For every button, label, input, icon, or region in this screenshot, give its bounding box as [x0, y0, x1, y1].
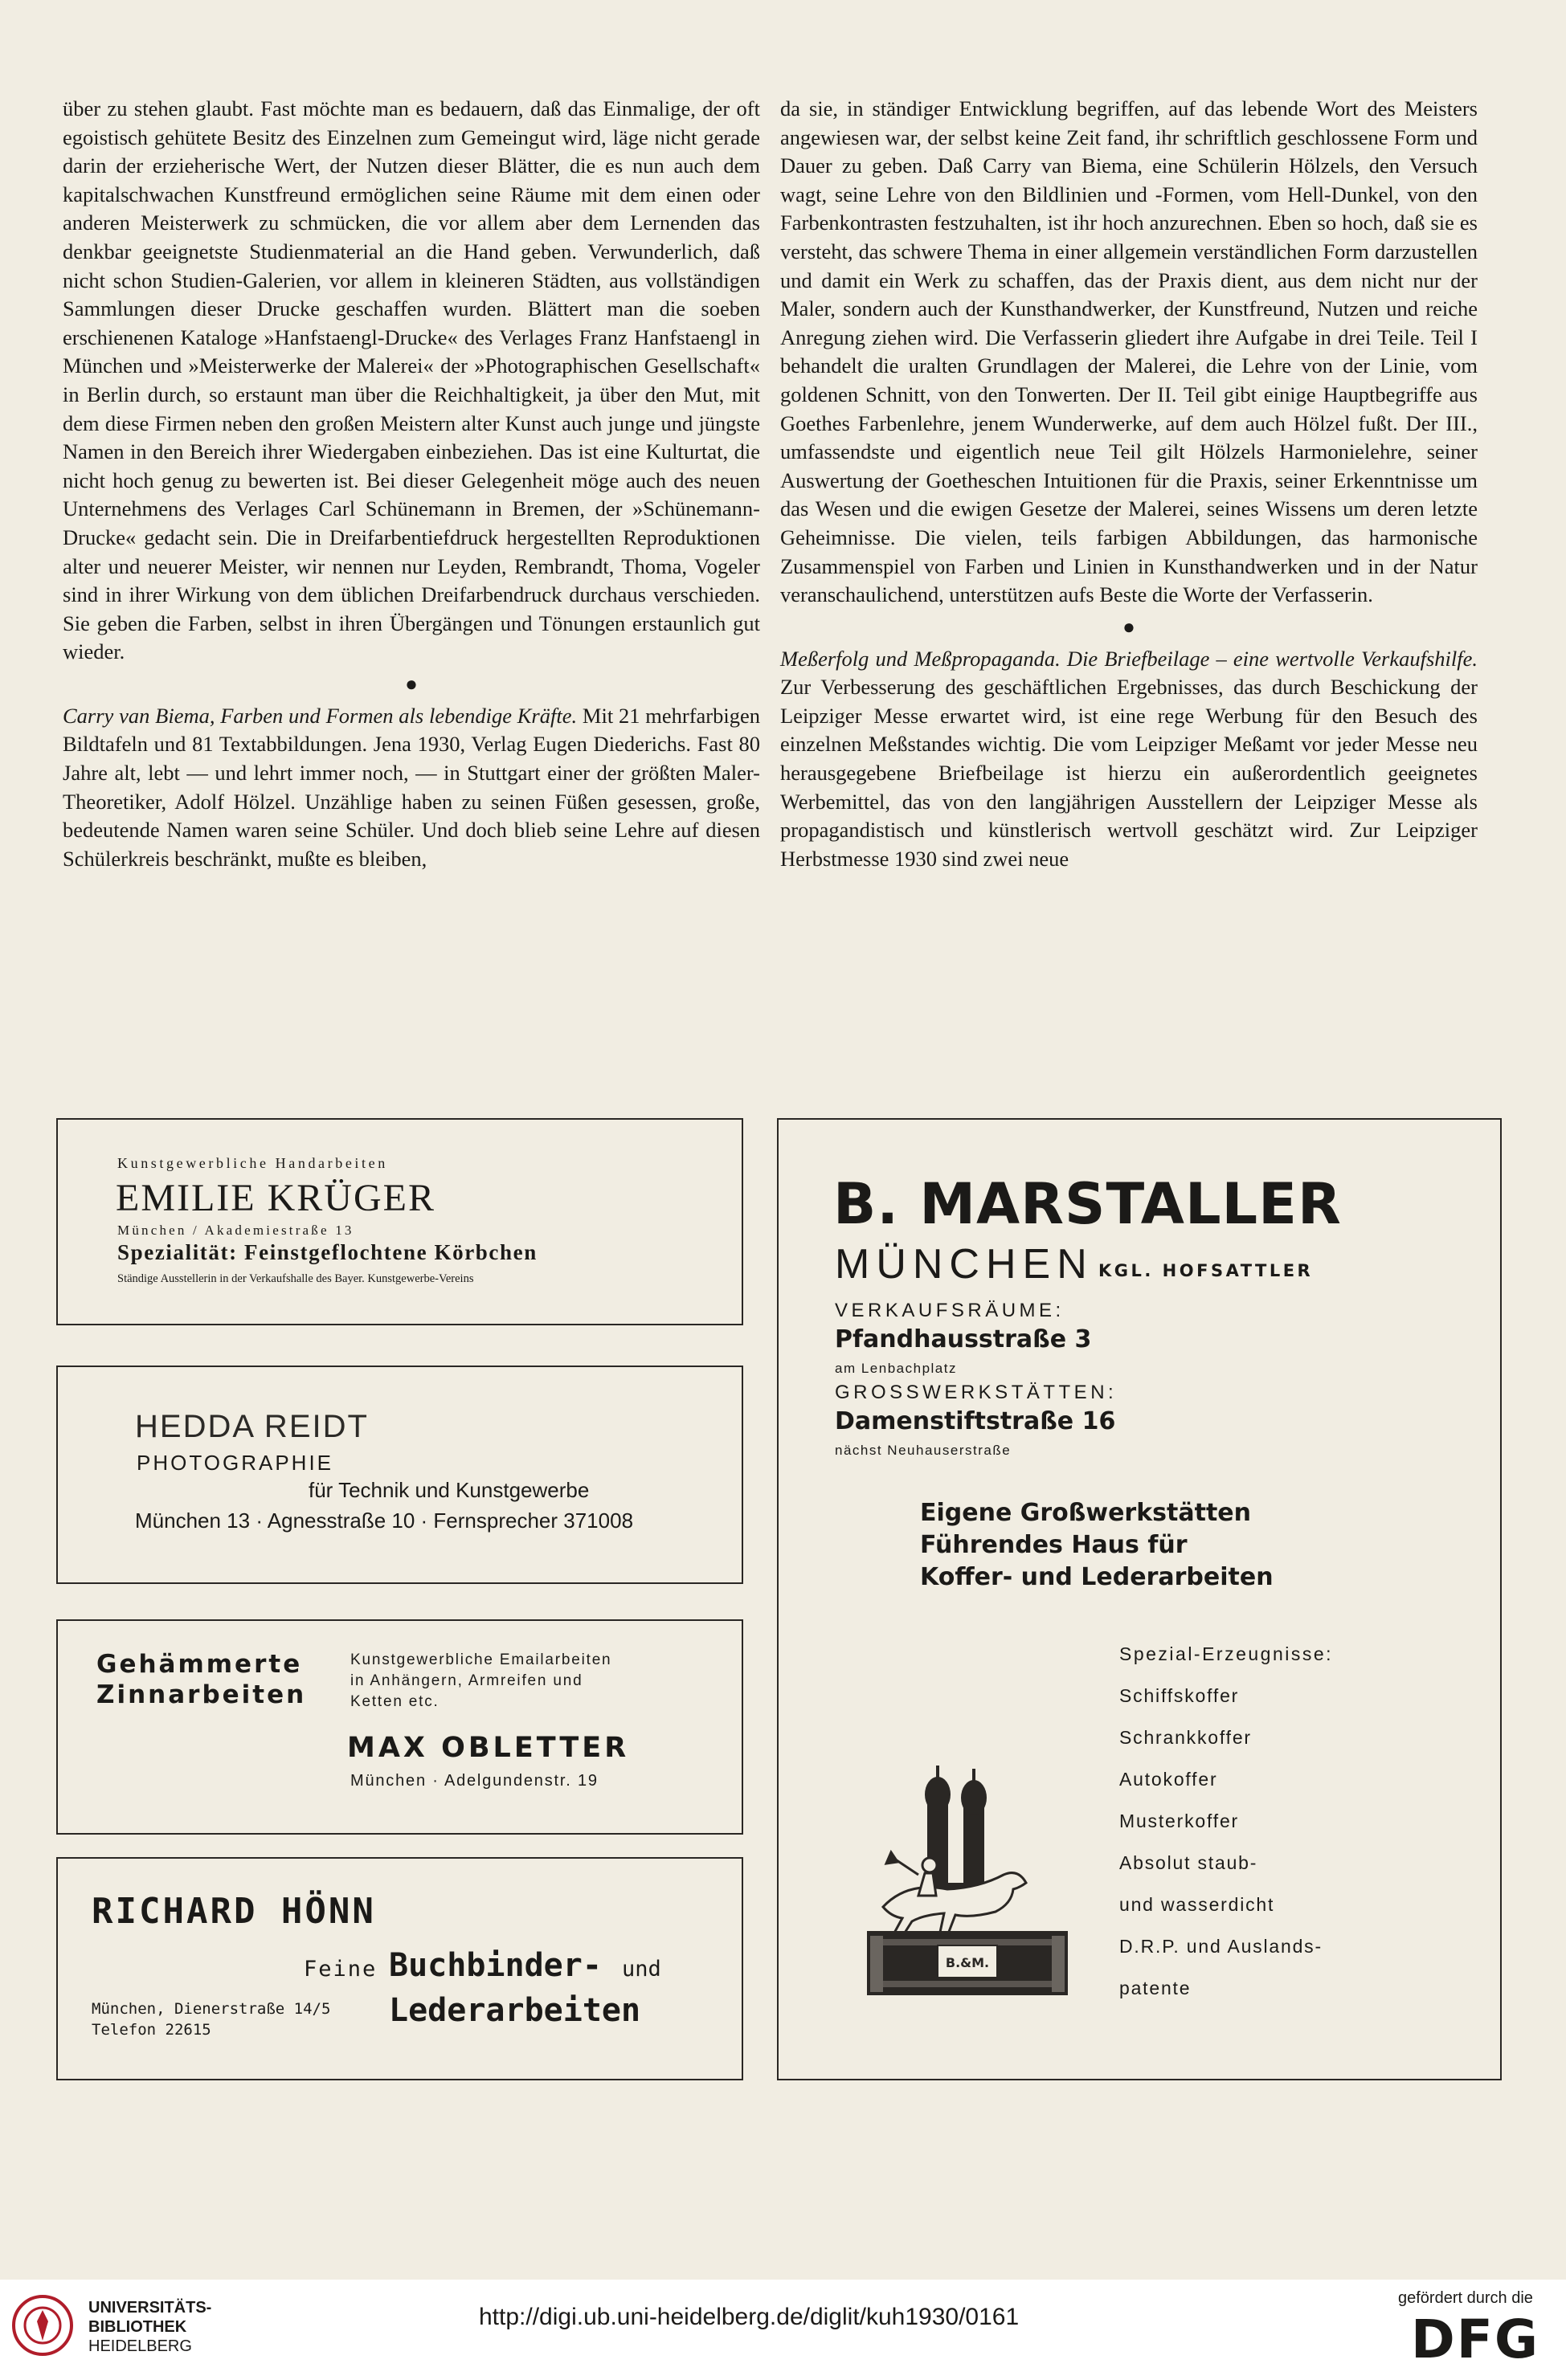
section-separator: ●	[405, 672, 418, 696]
library-name: HEIDELBERG	[88, 2337, 192, 2355]
ad-max-obletter	[56, 1619, 743, 1835]
ad-claim: Führendes Haus für	[920, 1531, 1188, 1559]
ad-product: und	[622, 1957, 661, 1982]
university-seal-icon	[11, 2294, 74, 2357]
ad-address: München · Adelgundenstr. 19	[350, 1772, 599, 1790]
ad-company-name: B. MARSTALLER	[833, 1171, 1342, 1237]
ad-description: Kunstgewerbliche Emailarbeiten	[350, 1651, 612, 1668]
article-paragraph	[63, 702, 760, 874]
ad-hedda-reidt	[56, 1366, 743, 1584]
ad-spec-item: patente	[1119, 1978, 1192, 1998]
ad-subtitle: für Technik und Kunstgewerbe	[309, 1478, 590, 1502]
ad-spec-item: Absolut staub-	[1119, 1852, 1258, 1873]
library-name: UNIVERSITÄTS-	[88, 2299, 212, 2317]
book-title: Carry van Biema, Farben und Formen als lebendige Kräfte.	[63, 703, 578, 728]
article-paragraph	[780, 645, 1478, 874]
ad-address: München / Akademiestraße 13	[117, 1223, 354, 1238]
ad-company-name: MAX OBLETTER	[347, 1732, 630, 1764]
ad-spec-item: D.R.P. und Auslands-	[1119, 1936, 1323, 1957]
article-left-column	[63, 95, 760, 873]
ad-product-line: Gehämmerte	[96, 1650, 303, 1679]
ad-title: KGL. HOFSATTLER	[1098, 1261, 1314, 1280]
ad-tagline: Kunstgewerbliche Handarbeiten	[117, 1155, 388, 1171]
ad-richard-hoenn	[56, 1857, 743, 2080]
ad-product-line: Zinnarbeiten	[96, 1680, 307, 1709]
ad-city: MÜNCHEN	[835, 1241, 1094, 1288]
ad-tagline: Feine	[304, 1957, 378, 1982]
ad-product: Lederarbeiten	[389, 1992, 641, 2029]
ad-product: Buchbinder-	[389, 1947, 602, 1984]
ad-street: Pfandhausstraße 3	[835, 1325, 1092, 1353]
article-right-column	[780, 95, 1478, 873]
ad-label: VERKAUFSRÄUME:	[835, 1300, 1065, 1321]
ad-tagline: PHOTOGRAPHIE	[137, 1451, 334, 1475]
ad-claim: Eigene Großwerkstätten	[920, 1499, 1251, 1527]
ad-spec-item: Schrankkoffer	[1119, 1727, 1252, 1748]
ad-company-name: RICHARD HÖNN	[92, 1891, 376, 1932]
funding-note: gefördert durch die	[1398, 2289, 1533, 2307]
article-text: Mit 21 mehrfarbigen Bildtafeln und 81 Textabbildungen. Jena 1930, Verlag Eugen Diederichs. Fast 80 Jahre alt, lebt — und lehrt immer noch, — in Stuttgart einer der größten Maler-Theoretiker, Adolf Hölzel. Unzählige haben zu seinen Füßen gesessen, große, bedeutende Namen waren seine Schüler. Und doch blieb seine Lehre auf diesen Schülerkreis beschränkt, mußte es bleiben,	[63, 703, 760, 871]
ad-note: am Lenbachplatz	[835, 1361, 957, 1376]
ad-claim: Koffer- und Lederarbeiten	[920, 1563, 1274, 1591]
library-name: BIBLIOTHEK	[88, 2318, 187, 2336]
horse-rider-icon	[883, 1852, 1026, 1939]
ad-company-name: EMILIE KRÜGER	[116, 1177, 435, 1219]
ad-spec-item: und wasserdicht	[1119, 1894, 1275, 1915]
trunk-icon	[867, 1931, 1068, 1995]
article-text: Zur Verbesserung des geschäftlichen Ergebnisses, das durch Beschickung der Leipziger Messe erwartet wird, ist eine rege Werbung für den Besuch des einzelnen Meßstandes wichtig. Die vom Leipziger Meßamt vor jeder Messe neu herausgegebene Briefbeilage ist hierzu ein außerordentlich geeignetes Werbemittel, das von den langjährigen Ausstellern der Leipziger Messe als propagandistisch und künstlerisch wertvoll geschätzt wird. Zur Leipziger Herbstmesse 1930 sind zwei neue	[780, 675, 1478, 871]
ad-spec-item: Schiffskoffer	[1119, 1685, 1240, 1706]
article-paragraph: über zu stehen glaubt. Fast möchte man es bedauern, daß das Einmalige, der oft egoistisch gehütete Besitz des Einzelnen zum Gemeingut wird, läge nicht gerade darin der erzieherische Wert, der Nutzen dieser Blätter, die es nun auch dem kapitalschwachen Kunstfreund ermöglichen seine Räume mit dem einen oder anderen Meisterwerk zu schmücken, die vor allem aber dem Lernenden das denkbar geeignetste Studienmaterial an die Hand geben. Verwunderlich, daß nicht schon Studien-Galerien, vor allem in kleineren Städten, aus vollständigen Sammlungen dieser Drucke geschaffen wurden. Blättert man die soeben erschienenen Kataloge »Hanfstaengl-Drucke« des Verlages Franz Hanfstaengl in München und »Meisterwerke der Malerei« der »Photographischen Gesellschaft« in Berlin durch, so erstaunt man über die Reichhaltigkeit, ja über den Mut, mit dem diese Firmen neben den großen Meistern alter Kunst auch junge und jüngste Namen in den Bereich ihrer Wiedergaben einbeziehen. Das ist eine Kulturtat, die nicht hoch genug zu bewerten ist. Bei dieser Gelegenheit möge auch des neuen Unternehmens des Verlages Carl Schünemann in Bremen, der »Schünemann-Drucke« gedacht sein. Die in Dreifarbentiefdruck hergestellten Reproduktionen alter und neuerer Meister, wir nennen nur Leyden, Rembrandt, Thoma, Vogeler sind in ihrer Wirkung von dem üblichen Dreifarbendruck durchaus verschieden. Sie geben die Farben, selbst in ihren Übergängen und Tönungen erstaunlich gut wieder.	[63, 96, 760, 664]
trunk-illustration	[835, 1746, 1092, 2003]
ad-phone: Telefon 22615	[92, 2021, 211, 2039]
ad-description: Ketten etc.	[350, 1693, 440, 1710]
source-url-link[interactable]: http://digi.ub.uni-heidelberg.de/diglit/kuh1930/0161	[479, 2304, 1020, 2330]
ad-company-name: HEDDA REIDT	[135, 1409, 369, 1444]
ad-note: Ständige Ausstellerin in der Verkaufshalle des Bayer. Kunstgewerbe-Vereins	[117, 1272, 474, 1285]
ad-spec-item: Autokoffer	[1119, 1769, 1218, 1790]
article-paragraph: da sie, in ständiger Entwicklung begriffen, auf das lebende Wort des Meisters angewiesen war, der selbst keine Zeit fand, ihr schriftlich geschlossene Form und Dauer zu geben. Daß Carry van Biema, eine Schülerin Hölzels, den Versuch wagt, seine Lehre von den Bildlinien und -Formen, vom Hell-Dunkel, von den Farbenkontrasten festzuhalten, ist ihr hoch anzurechnen. Eben so hoch, daß sie es versteht, das schwere Thema in einer allgemein verständlichen Form darzustellen und damit ein Werk zu schaffen, das der Praxis dient, aus dem nicht nur der Maler, sondern auch der Kunsthandwerker, der Kunstfreund, Nutzen und reiche Anregung ziehen wird. Die Verfasserin gliedert ihre Aufgabe in drei Teile. Teil I behandelt die uralten Grundlagen der Malerei, die Lehre von der Linie, vom goldenen Schnitt, von den Tonwerten. Der II. Teil gibt einige Hauptbegriffe aus Goethes Farbenlehre, jenem Wunderwerke, auf dem auch Hölzel fußt. Der III., umfassendste und eigentlich neue Teil gilt Hölzels Harmonielehre, seiner Auswertung der Goetheschen Intuitionen für die Praxis, seiner Erkenntnisse um das Wesen und die ewigen Gesetze der Malerei, seines Wissens um deren letzte Geheimnisse. Die vielen, teils farbigen Abbildungen, das harmonische Zusammenspiel von Farben und Linien in Kunsthandwerken und in der Natur veranschaulichend, unterstützen aufs Beste die Worte der Verfasserin.	[780, 96, 1478, 607]
ad-street: Damenstiftstraße 16	[835, 1407, 1116, 1435]
dfg-logo: DFG	[1411, 2309, 1540, 2370]
article-heading: Meßerfolg und Meßpropaganda. Die Briefbeilage – eine wertvolle Verkaufshilfe.	[780, 646, 1478, 671]
trunk-mark: B.&M.	[945, 1955, 990, 1970]
ad-note: nächst Neuhauserstraße	[835, 1443, 1012, 1458]
ad-specialty: Spezialität: Feinstgeflochtene Körbchen	[117, 1240, 538, 1264]
ad-emilie-krueger	[56, 1118, 743, 1325]
ad-spec-label: Spezial-Erzeugnisse:	[1119, 1643, 1334, 1664]
section-separator: ●	[1122, 614, 1135, 639]
ad-description: in Anhängern, Armreifen und	[350, 1672, 583, 1689]
digitization-footer	[0, 2280, 1566, 2380]
ad-spec-item: Musterkoffer	[1119, 1811, 1239, 1831]
ad-address: München, Dienerstraße 14/5	[92, 2000, 331, 2018]
ad-b-marstaller	[777, 1118, 1502, 2080]
ad-address: München 13 · Agnesstraße 10 · Fernsprecher 371008	[135, 1508, 634, 1533]
ad-label: GROSSWERKSTÄTTEN:	[835, 1382, 1118, 1403]
